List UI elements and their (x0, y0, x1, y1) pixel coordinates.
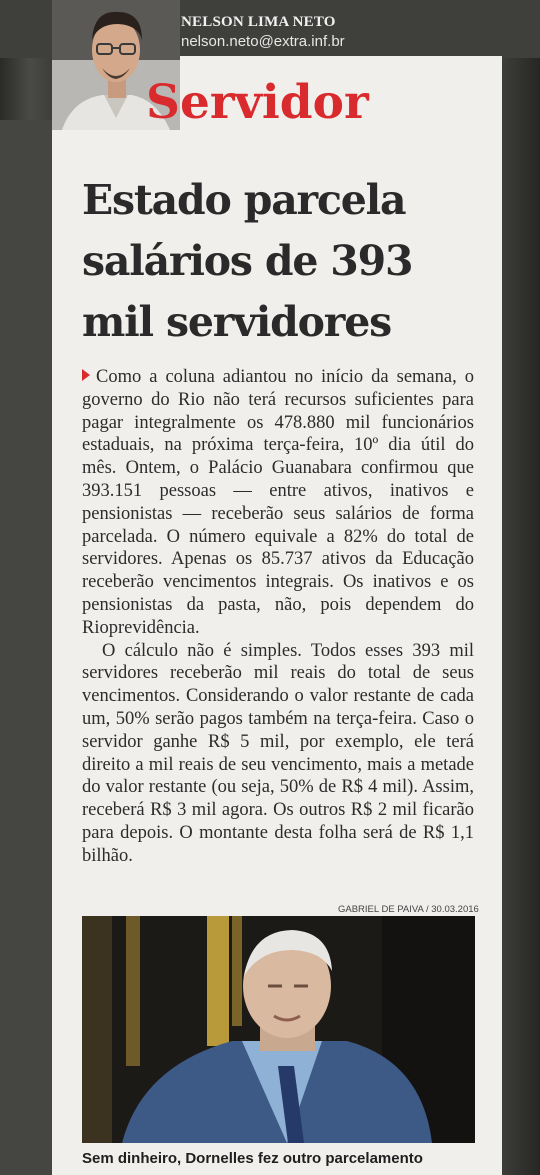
paragraph-text: Como a coluna adiantou no início da semana, o governo do Rio não terá recursos suficientes para pagar integralmente os 478.880 mil funcionários estaduais, na próxima terça-feira, 10º dia útil do mês. Ontem, o Palácio Guanabara confirmou que 393.151 pessoas — entre ativos, inativos e pensionistas — receberão seus salários de forma parcelada. O número equivale a 82% do total de servidores. Apenas os 85.737 ativos da Educação receberão vencimentos integrais. Os inativos e os pensionistas da pasta, não, pois dependem do Rioprevidência. (82, 367, 474, 638)
photo-caption: Sem dinheiro, Dornelles fez outro parcelamento (82, 1150, 423, 1167)
article-body (82, 366, 474, 868)
paragraph (82, 366, 474, 640)
headline-line: Estado parcela (82, 176, 406, 224)
section-title: Servidor (146, 75, 369, 130)
paragraph (82, 640, 474, 868)
author-name: NELSON LIMA NETO (181, 14, 336, 30)
paragraph-text: O cálculo não é simples. Todos esses 393 mil servidores receberão mil reais do total de seus vencimentos. Considerando o valor restante de cada um, 50% serão pagos também na terça-feira. Caso o servidor ganhe R$ 5 mil, por exemplo, ele terá direito a mil reais de seu vencimento, mais a metade do valor restante (ou seja, 50% de R$ 4 mil). Assim, receberá R$ 3 mil agora. Os outros R$ 2 mil ficarão para depois. O montante desta folha será de R$ 1,1 bilhão. (82, 640, 474, 866)
bullet-triangle-icon (82, 369, 90, 381)
article-photo (82, 916, 475, 1143)
page-margin (0, 120, 52, 1175)
author-email: nelson.neto@extra.inf.br (181, 33, 345, 50)
headline (82, 170, 482, 353)
photo-credit: GABRIEL DE PAIVA / 30.03.2016 (338, 904, 479, 915)
headline-line: mil servidores (82, 298, 391, 346)
headline-line: salários de 393 (82, 237, 413, 285)
